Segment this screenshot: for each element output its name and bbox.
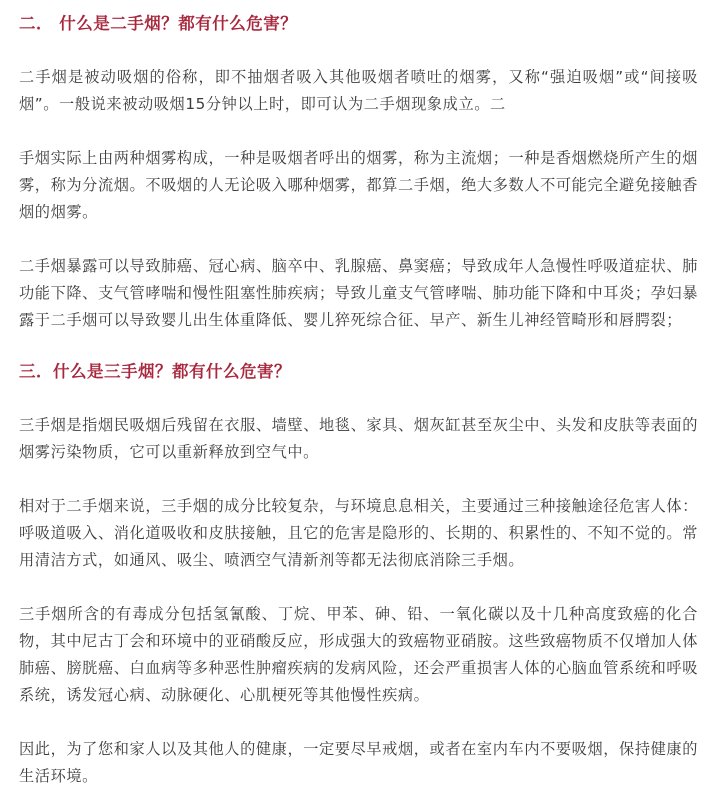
section-heading-second-hand-smoke: 二． 什么是二手烟？都有什么危害？ bbox=[19, 14, 298, 33]
paragraph-third-hand-complexity: 相对于二手烟来说，三手烟的成分比较复杂，与环境息息相关，主要通过三种接触途径危害人体：呼吸道吸入、消化道吸收和皮肤接触，且它的危害是隐形的、长期的、积累性的、不知不觉的。常用清洁方式，如通风、吸尘、喷洒空气清新剂等都无法彻底消除三手烟。 bbox=[19, 497, 698, 569]
paragraph-harms: 二手烟暴露可以导致肺癌、冠心病、脑卒中、乳腺癌、鼻窦癌；导致成年人急慢性呼吸道症状、肺功能下降、支气管哮喘和慢性阻塞性肺疾病；导致儿童支气管哮喘、肺功能下降和中耳炎；孕妇暴露于二手烟可以导致婴儿出生体重降低、婴儿猝死综合征、早产、新生儿神经管畸形和唇腭裂； bbox=[19, 257, 698, 329]
section-heading-third-hand-smoke: 三．什么是三手烟？都有什么危害？ bbox=[19, 362, 291, 381]
paragraph-conclusion: 因此，为了您和家人以及其他人的健康，一定要尽早戒烟，或者在室内车内不要吸烟，保持健康的生活环境。 bbox=[19, 740, 698, 785]
paragraph-third-hand-definition: 三手烟是指烟民吸烟后残留在衣服、墙壁、地毯、家具、烟灰缸甚至灰尘中、头发和皮肤等表面的烟雾污染物质，它可以重新释放到空气中。 bbox=[19, 416, 698, 461]
paragraph-composition: 手烟实际上由两种烟雾构成，一种是吸烟者呼出的烟雾，称为主流烟；一种是香烟燃烧所产生的烟雾，称为分流烟。不吸烟的人无论吸入哪种烟雾，都算二手烟，绝大多数人不可能完全避免接触香烟的烟雾。 bbox=[19, 149, 698, 221]
paragraph-third-hand-toxins: 三手烟所含的有毒成分包括氢氰酸、丁烷、甲苯、砷、铅、一氧化碳以及十几种高度致癌的化合物，其中尼古丁会和环境中的亚硝酸反应，形成强大的致癌物亚硝胺。这些致癌物质不仅增加人体肺癌、膀胱癌、白血病等多种恶性肿瘤疾病的发病风险，还会严重损害人体的心脑血管系统和呼吸系统，诱发冠心病、动脉硬化、心肌梗死等其他慢性疾病。 bbox=[19, 605, 698, 704]
paragraph-definition: 二手烟是被动吸烟的俗称，即不抽烟者吸入其他吸烟者喷吐的烟雾，又称“强迫吸烟”或“间接吸烟”。一般说来被动吸烟15分钟以上时，即可认为二手烟现象成立。二 bbox=[19, 68, 698, 113]
